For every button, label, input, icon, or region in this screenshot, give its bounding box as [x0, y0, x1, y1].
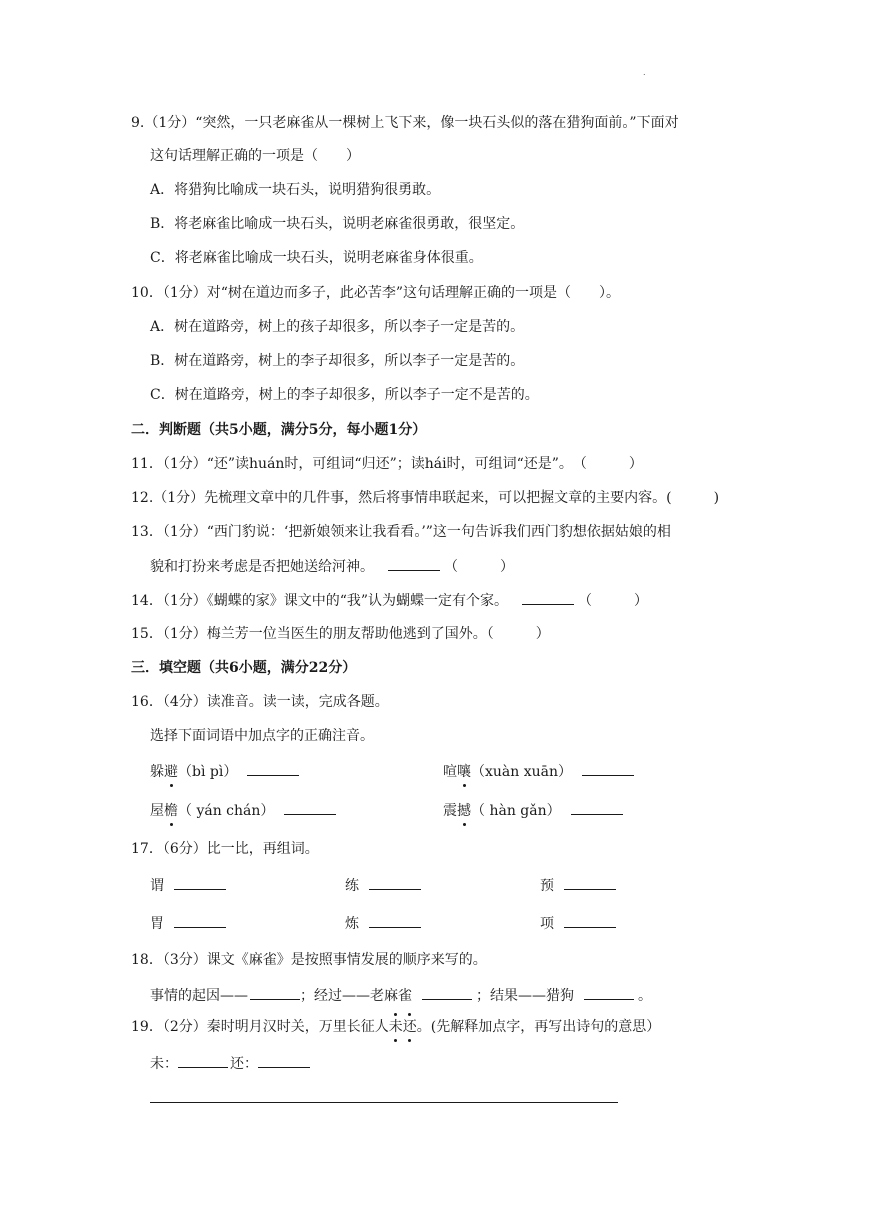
q17-char6: 项 — [540, 913, 620, 934]
q19-dotted-huan: 还 — [402, 1019, 417, 1035]
q10-option-c: C．树在道路旁，树上的李子却很多，所以李子一定不是苦的。 — [150, 387, 539, 403]
q9-option-b: B．将老麻雀比喻成一块石头，说明老麻雀很勇敢，很坚定。 — [150, 216, 525, 232]
q15: 15．（1分）梅兰芳一位当医生的朋友帮助他逃到了国外。（ ） — [131, 626, 550, 642]
q17-char4: 胃 — [150, 913, 230, 934]
q10-option-b: B．树在道路旁，树上的李子却很多，所以李子一定是苦的。 — [150, 353, 525, 369]
q16-word3-blank[interactable] — [284, 800, 336, 815]
section-3-heading: 三．填空题（共6小题，满分22分） — [131, 660, 357, 676]
q16-word4: 震撼（ hàn gǎn） — [443, 800, 627, 821]
q14 — [131, 590, 648, 611]
q18-stem: 18．（3分）课文《麻雀》是按照事情发展的顺序来写的。 — [131, 952, 487, 968]
q18-cause-blank[interactable] — [250, 985, 300, 1000]
q12: 12.（1分）先梳理文章中的几件事，然后将事情串联起来，可以把握文章的主要内容。( ) — [131, 490, 720, 506]
q17-stem: 17．（6分）比一比，再组词。 — [131, 841, 319, 857]
section-2-heading: 二．判断题（共5小题，满分5分，每小题1分） — [131, 422, 427, 438]
q16-word1-dotted: 避 — [164, 764, 178, 780]
q16-word3: 屋檐（ yán chán） — [150, 800, 340, 821]
q13-stem-line1: 13．（1分）“西门豹说：‘把新娘领来让我看看。’”这一句告诉我们西门豹想依据姑娘的相 — [131, 524, 671, 540]
q17-char1-blank[interactable] — [174, 875, 226, 890]
q13-text: 貌和打扮来考虑是否把她送给河神。 — [150, 559, 374, 575]
q14-answer-blank[interactable] — [522, 590, 574, 605]
q18-result-blank[interactable] — [584, 985, 634, 1000]
q19-huan-blank[interactable] — [258, 1053, 310, 1068]
q13-stem-line2 — [150, 556, 514, 577]
q10-stem: 10．（1分）对“树在道边而多子，此必苦李”这句话理解正确的一项是（ ）。 — [131, 285, 621, 301]
q17-char5-blank[interactable] — [369, 913, 421, 928]
q19-dotted-wei: 未 — [388, 1019, 403, 1035]
q18-process-blank[interactable] — [422, 985, 472, 1000]
q9-stem-line1: 9.（1分）“突然，一只老麻雀从一棵树上飞下来，像一块石头似的落在猎狗面前。”下面对 — [131, 115, 679, 131]
q19-stem: 19．（2分）秦时明月汉时关，万里长征人未还。(先解释加点字，再写出诗句的意思） — [131, 1019, 661, 1035]
q16-stem: 16．（4分）读准音。读一读，完成各题。 — [131, 694, 389, 710]
header-mark: . — [643, 68, 646, 77]
q13-answer-blank[interactable] — [388, 556, 440, 571]
q9-option-c: C．将老麻雀比喻成一块石头，说明老麻雀身体很重。 — [150, 250, 483, 266]
q16-word2-blank[interactable] — [582, 761, 634, 776]
q11: 11．（1分）“还”读huán时，可组词“归还”；读hái时，可组词“还是”。 （ ） — [131, 456, 643, 472]
q16-word4-dotted: 撼 — [457, 803, 471, 819]
q16-word3-dotted: 檐 — [164, 803, 178, 819]
q14-paren: （ ） — [578, 593, 649, 609]
q16-word1-blank[interactable] — [247, 761, 299, 776]
q17-char3: 预 — [540, 875, 620, 896]
q16-word2: 喧嚷（xuàn xuān） — [443, 761, 638, 782]
q19-answers: 未： 还： — [150, 1053, 310, 1074]
q10-option-a: A．树在道路旁，树上的孩子却很多，所以李子一定是苦的。 — [150, 319, 525, 335]
q17-char2: 练 — [345, 875, 425, 896]
q17-char3-blank[interactable] — [564, 875, 616, 890]
q19-wei-blank[interactable] — [178, 1053, 228, 1068]
q16-word4-blank[interactable] — [571, 800, 623, 815]
q18-line: 事情的起因—— ；经过——老麻雀 ；结果——猎狗 。 — [150, 985, 652, 1006]
q19-meaning-line[interactable] — [150, 1102, 618, 1103]
q17-char5: 炼 — [345, 913, 425, 934]
q13-paren: （ ） — [444, 559, 514, 575]
q16-word2-dotted: 嚷 — [457, 764, 471, 780]
q16-instruction: 选择下面词语中加点字的正确注音。 — [150, 728, 374, 744]
q17-char1: 谓 — [150, 875, 230, 896]
q9-stem-line2: 这句话理解正确的一项是（ ） — [150, 148, 360, 164]
q17-char6-blank[interactable] — [564, 913, 616, 928]
q16-word1: 躲避（bì pì） — [150, 761, 303, 782]
q17-char4-blank[interactable] — [174, 913, 226, 928]
q14-text: 14．（1分）《蝴蝶的家》课文中的“我”认为蝴蝶一定有个家。 — [131, 593, 509, 609]
q9-option-a: A．将猎狗比喻成一块石头，说明猎狗很勇敢。 — [150, 182, 441, 198]
q17-char2-blank[interactable] — [369, 875, 421, 890]
